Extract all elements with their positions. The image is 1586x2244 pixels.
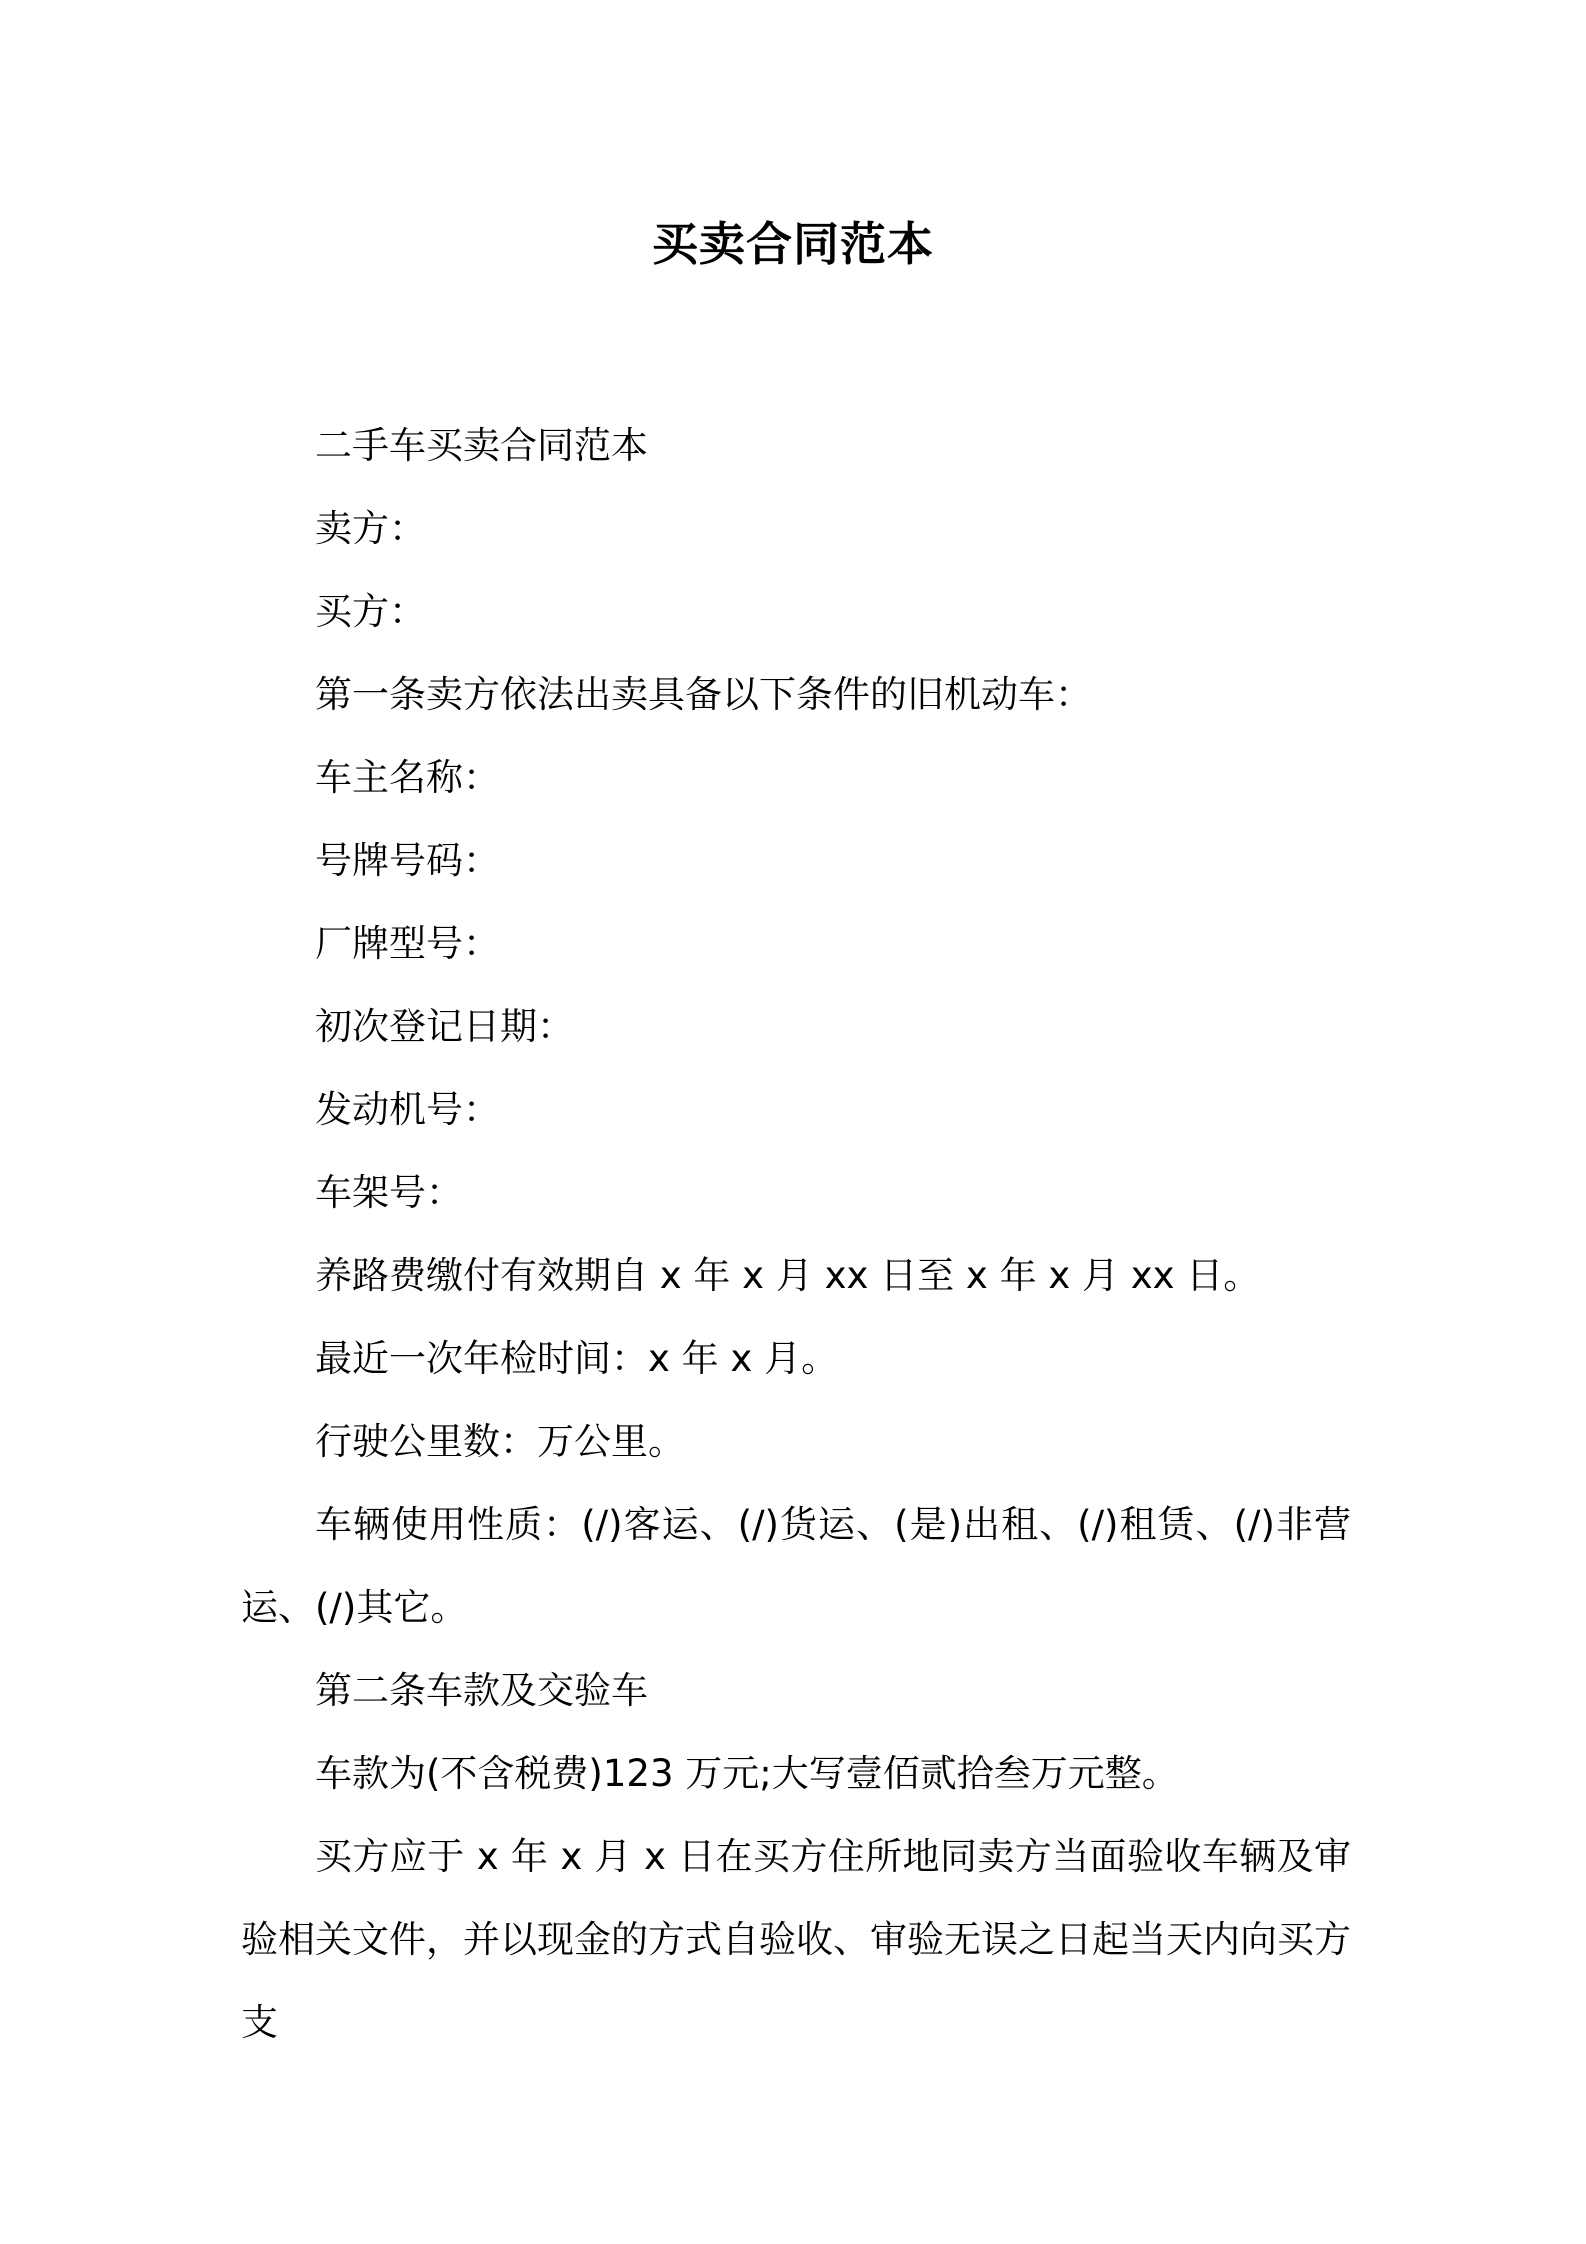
paragraph-price: 车款为(不含税费)123 万元;大写壹佰贰拾叁万元整。 xyxy=(315,1752,1179,1795)
document-title: 买卖合同范本 xyxy=(652,217,934,271)
paragraph-engine-number: 发动机号： xyxy=(315,1088,500,1131)
paragraph-plate-number: 号牌号码： xyxy=(315,839,500,882)
paragraph-mileage: 行驶公里数：万公里。 xyxy=(315,1420,685,1463)
paragraph-article-1: 第一条卖方依法出卖具备以下条件的旧机动车： xyxy=(315,673,1092,716)
paragraph-annual-inspection: 最近一次年检时间：x 年 x 月。 xyxy=(315,1337,839,1380)
paragraph-buyer: 买方： xyxy=(315,590,426,633)
paragraph-usage-type: 车辆使用性质：(/)客运、(/)货运、(是)出租、(/)租赁、(/)非营运、(/)其它。 xyxy=(241,1503,1351,1629)
paragraph-brand-model: 厂牌型号： xyxy=(315,922,500,965)
paragraph-subtitle: 二手车买卖合同范本 xyxy=(315,424,648,467)
paragraph-article-2: 第二条车款及交验车 xyxy=(315,1669,648,1712)
paragraph-road-fee: 养路费缴付有效期自 x 年 x 月 xx 日至 x 年 x 月 xx 日。 xyxy=(315,1254,1261,1297)
document-body xyxy=(241,404,1351,2064)
paragraph-frame-number: 车架号： xyxy=(315,1171,463,1214)
paragraph-inspection-payment: 买方应于 x 年 x 月 x 日在买方住所地同卖方当面验收车辆及审验相关文件，并以现金的方式自验收、审验无误之日起当天内向买方支 xyxy=(241,1835,1351,2044)
paragraph-owner-name: 车主名称： xyxy=(315,756,500,799)
paragraph-seller: 卖方： xyxy=(315,507,426,550)
paragraph-first-registration: 初次登记日期： xyxy=(315,1005,574,1048)
